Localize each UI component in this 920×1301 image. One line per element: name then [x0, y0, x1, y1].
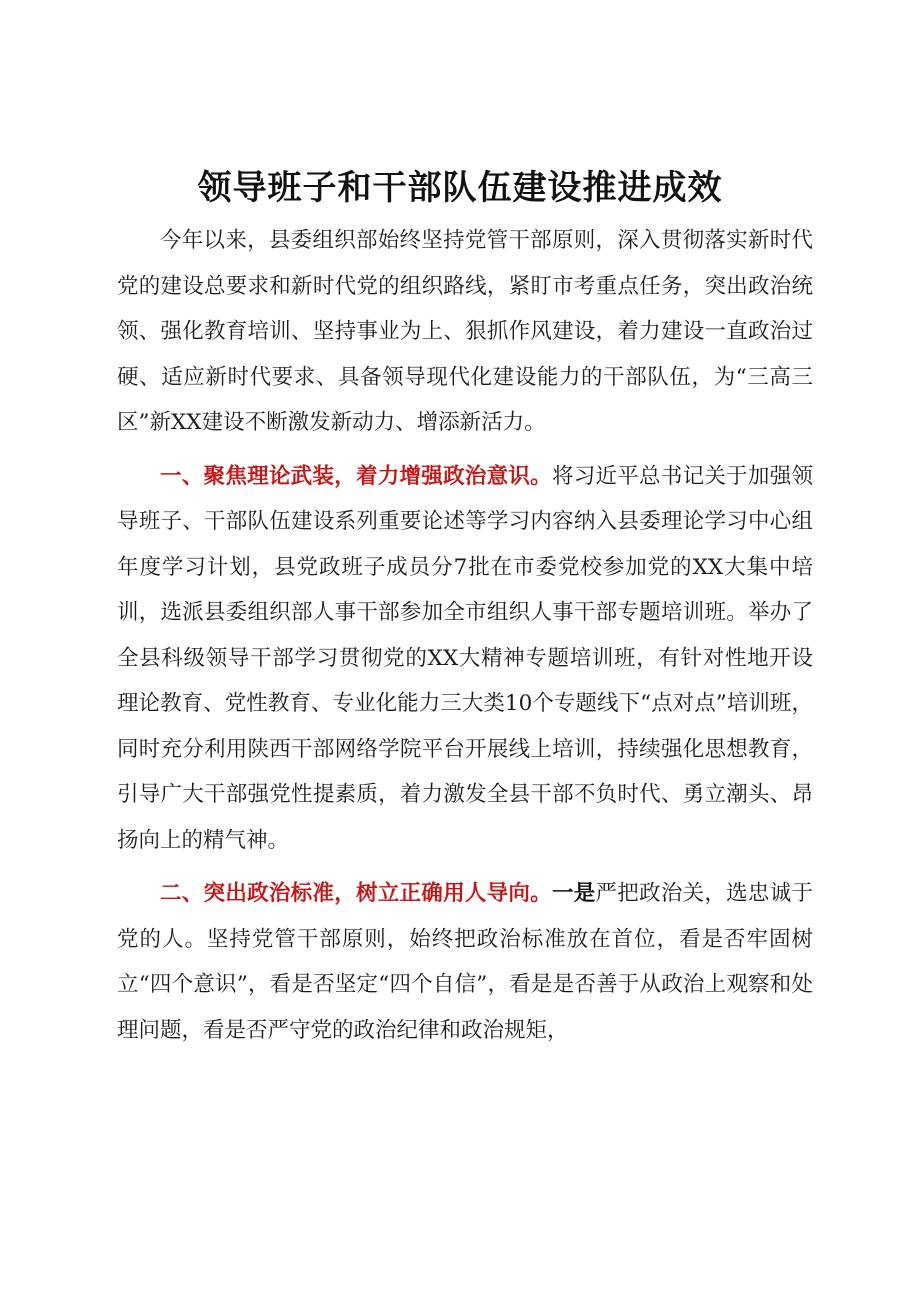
section2-paragraph — [117, 871, 813, 1053]
section2-lead: 一是 — [551, 881, 596, 906]
section1-heading: 一、聚焦理论武装，着力增强政治意识。 — [160, 463, 552, 489]
intro-paragraph: 今年以来，县委组织部始终坚持党管干部原则，深入贯彻落实新时代党的建设总要求和新时代党的组织路线，紧盯市考重点任务，突出政治统领、强化教育培训、坚持事业为上、狠抓作风建设，着力建设一直政治过硬、适应新时代要求、具备领导现代化建设能力的干部队伍，为“三高三区”新XX建设不断激发新动力、增添新活力。 — [117, 228, 813, 435]
section1-paragraph — [117, 454, 813, 864]
section1-text: 将习近平总书记关于加强领导班子、干部队伍建设系列重要论述等学习内容纳入县委理论学习中心组年度学习计划，县党政班子成员分7批在市委党校参加党的XX大集中培训，选派县委组织部人事干部参加全市组织人事干部专题培训班。举办了全县科级领导干部学习贯彻党的XX大精神专题培训班，有针对性地开设理论教育、党性教育、专业化能力三大类10个专题线下“点对点”培训班，同时充分利用陕西干部网络学院平台开展线上培训，持续强化思想教育，引导广大干部强党性提素质，着力激发全县干部不负时代、勇立潮头、昂扬向上的精气神。 — [117, 463, 813, 853]
document-body — [117, 218, 813, 1053]
section2-heading: 二、突出政治标准，树立正确用人导向。 — [160, 881, 552, 906]
section2-text: 严把政治关，选忠诚于党的人。坚持党管干部原则，始终把政治标准放在首位，看是否牢固树立“四个意识”，看是否坚定“四个自信”，看是是否善于从政治上观察和处理问题，看是否严守党的政治纪律和政治规矩， — [117, 881, 813, 1043]
document-title: 领导班子和干部队伍建设推进成效 — [197, 168, 723, 208]
